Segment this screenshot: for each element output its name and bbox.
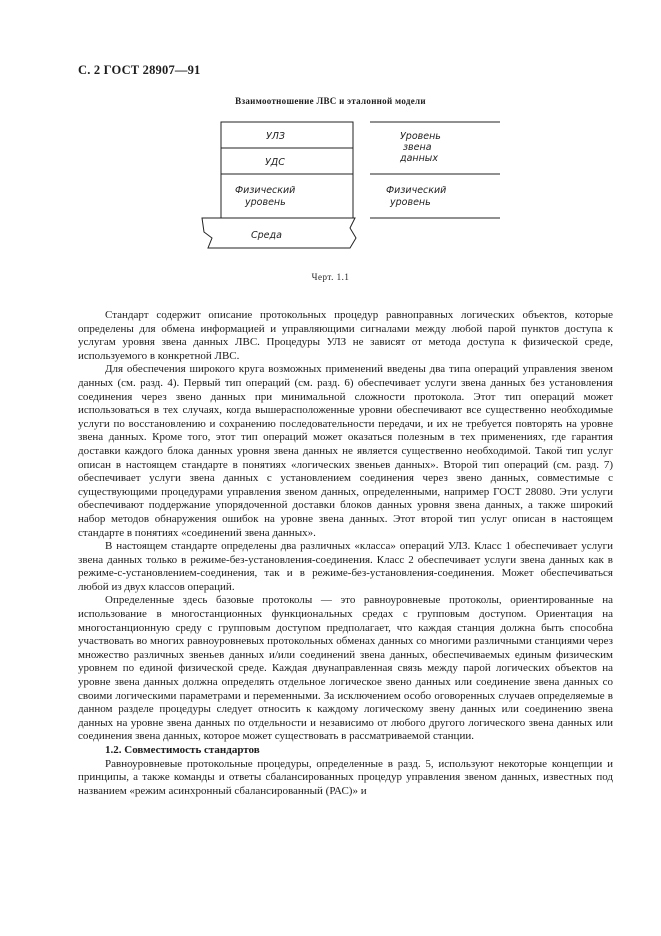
data-link-label-2: звена — [403, 142, 432, 153]
paragraph: Стандарт содержит описание протокольных процедур равноправных логических объектов, которые определены для обмена информацией и управляющими сигналами между любой парой пунктов доступа к услугам уровня звена данных ЛВС. Процедуры УЛЗ не зависят от метода доступа к физической среде, используемого в конкретной ЛВС. — [78, 309, 613, 362]
page-header: С. 2 ГОСТ 28907—91 — [78, 63, 201, 77]
paragraph: Определенные здесь базовые протоколы — это равноуровневые протоколы, ориентированные на использование в многостанционных функциональных средах с групповым доступом. Ориентация на многостанционную среду с групповым доступом предполагает, что каждая станция должна быть способна участвовать во многих равноуровневых протокольных обменах данных со многими различными станциями через множество различных звеньев данных и/или соединений звена данных, обеспечиваемых единым физическим уровнем по единой физической среде. Каждая двунаправленная связь между парой логических объектов на уровне звена данных должна определять отдельное логическое звено данных или соединение звена данных со своими логическими параметрами и переменными. За исключением особо оговоренных случаев определяемые в данном разделе процедуры следует относить к каждому логическому звену данных или соединению звена данных на уровне звена данных по отдельности и независимо от любого другого логического звена данных или соединения звена данных, которое может существовать в рассматриваемой станции. — [78, 594, 613, 743]
physical-box — [221, 174, 353, 218]
mac-box — [221, 148, 353, 174]
physical-label-2: уровень — [245, 197, 286, 208]
llc-box — [221, 122, 353, 148]
llc-label: УЛЗ — [266, 131, 286, 142]
data-link-label-3: данных — [400, 153, 438, 164]
medium-label: Среда — [251, 230, 282, 241]
paragraph: Для обеспечения широкого круга возможных применений введены два типа операций управления звеном данных (см. разд. 4). Первый тип операций (см. разд. 6) обеспечивает услуги звена данных без установления соединения через звено данных при минимальной сложности протокола. Этот тип операций может использоваться в тех случаях, когда вышерасположенные уровни обеспечивают все существенно необходимые услуги по восстановлению и сохранению последовательности передачи, и их не требуется повторять на уровне звена данных. Кроме того, этот тип операций может оказаться полезным в тех применениях, где гарантия доставки каждого блока данных уровня звена данных не является существенно необходимой. Такой тип услуг описан в настоящем стандарте в понятиях «логических звеньев данных». Второй тип операций (см. разд. 7) обеспечивает услуги звена данных с установлением соединения через звено данных, совместимые с существующими процедурами управления звеном данных, определенными, например ГОСТ 28080. Эти услуги обеспечивают поддержание упорядоченной доставки блоков данных уровня звена данных, а также широкий набор методов обнаружения ошибок на уровне звена данных. Этот второй тип услуг описан в настоящем стандарте в понятиях «соединений звена данных». — [78, 363, 613, 539]
figure-caption: Черт. 1.1 — [311, 272, 350, 282]
paragraph: Равноуровневые протокольные процедуры, определенные в разд. 5, используют некоторые концепции и принципы, а также команды и ответы сбалансированных процедур управления звеном данных, известных под названием «режим асинхронный сбалансированный (РАС)» и — [78, 757, 613, 797]
section-heading: 1.2. Совместимость стандартов — [105, 744, 260, 756]
osi-lan-diagram — [190, 110, 510, 260]
body-text — [78, 309, 613, 798]
data-link-label-1: Уровень — [400, 131, 441, 142]
paragraph: В настоящем стандарте определены два различных «класса» операций УЛЗ. Класс 1 обеспечивает услуги звена данных только в режиме-без-установления-соединения. Класс 2 обеспечивает услуги звена данных как в режиме-с-установлением-соединения, так и в режиме-без-установления-соединения. Может обеспечиваться любой из двух классов операций. — [78, 540, 613, 593]
figure-title: Взаимоотношение ЛВС и эталонной модели — [235, 96, 426, 106]
mac-label: УДС — [265, 157, 285, 168]
physical-label-1: Физический — [235, 185, 296, 196]
right-physical-label-1: Физический — [386, 185, 447, 196]
right-physical-label-2: уровень — [390, 197, 431, 208]
